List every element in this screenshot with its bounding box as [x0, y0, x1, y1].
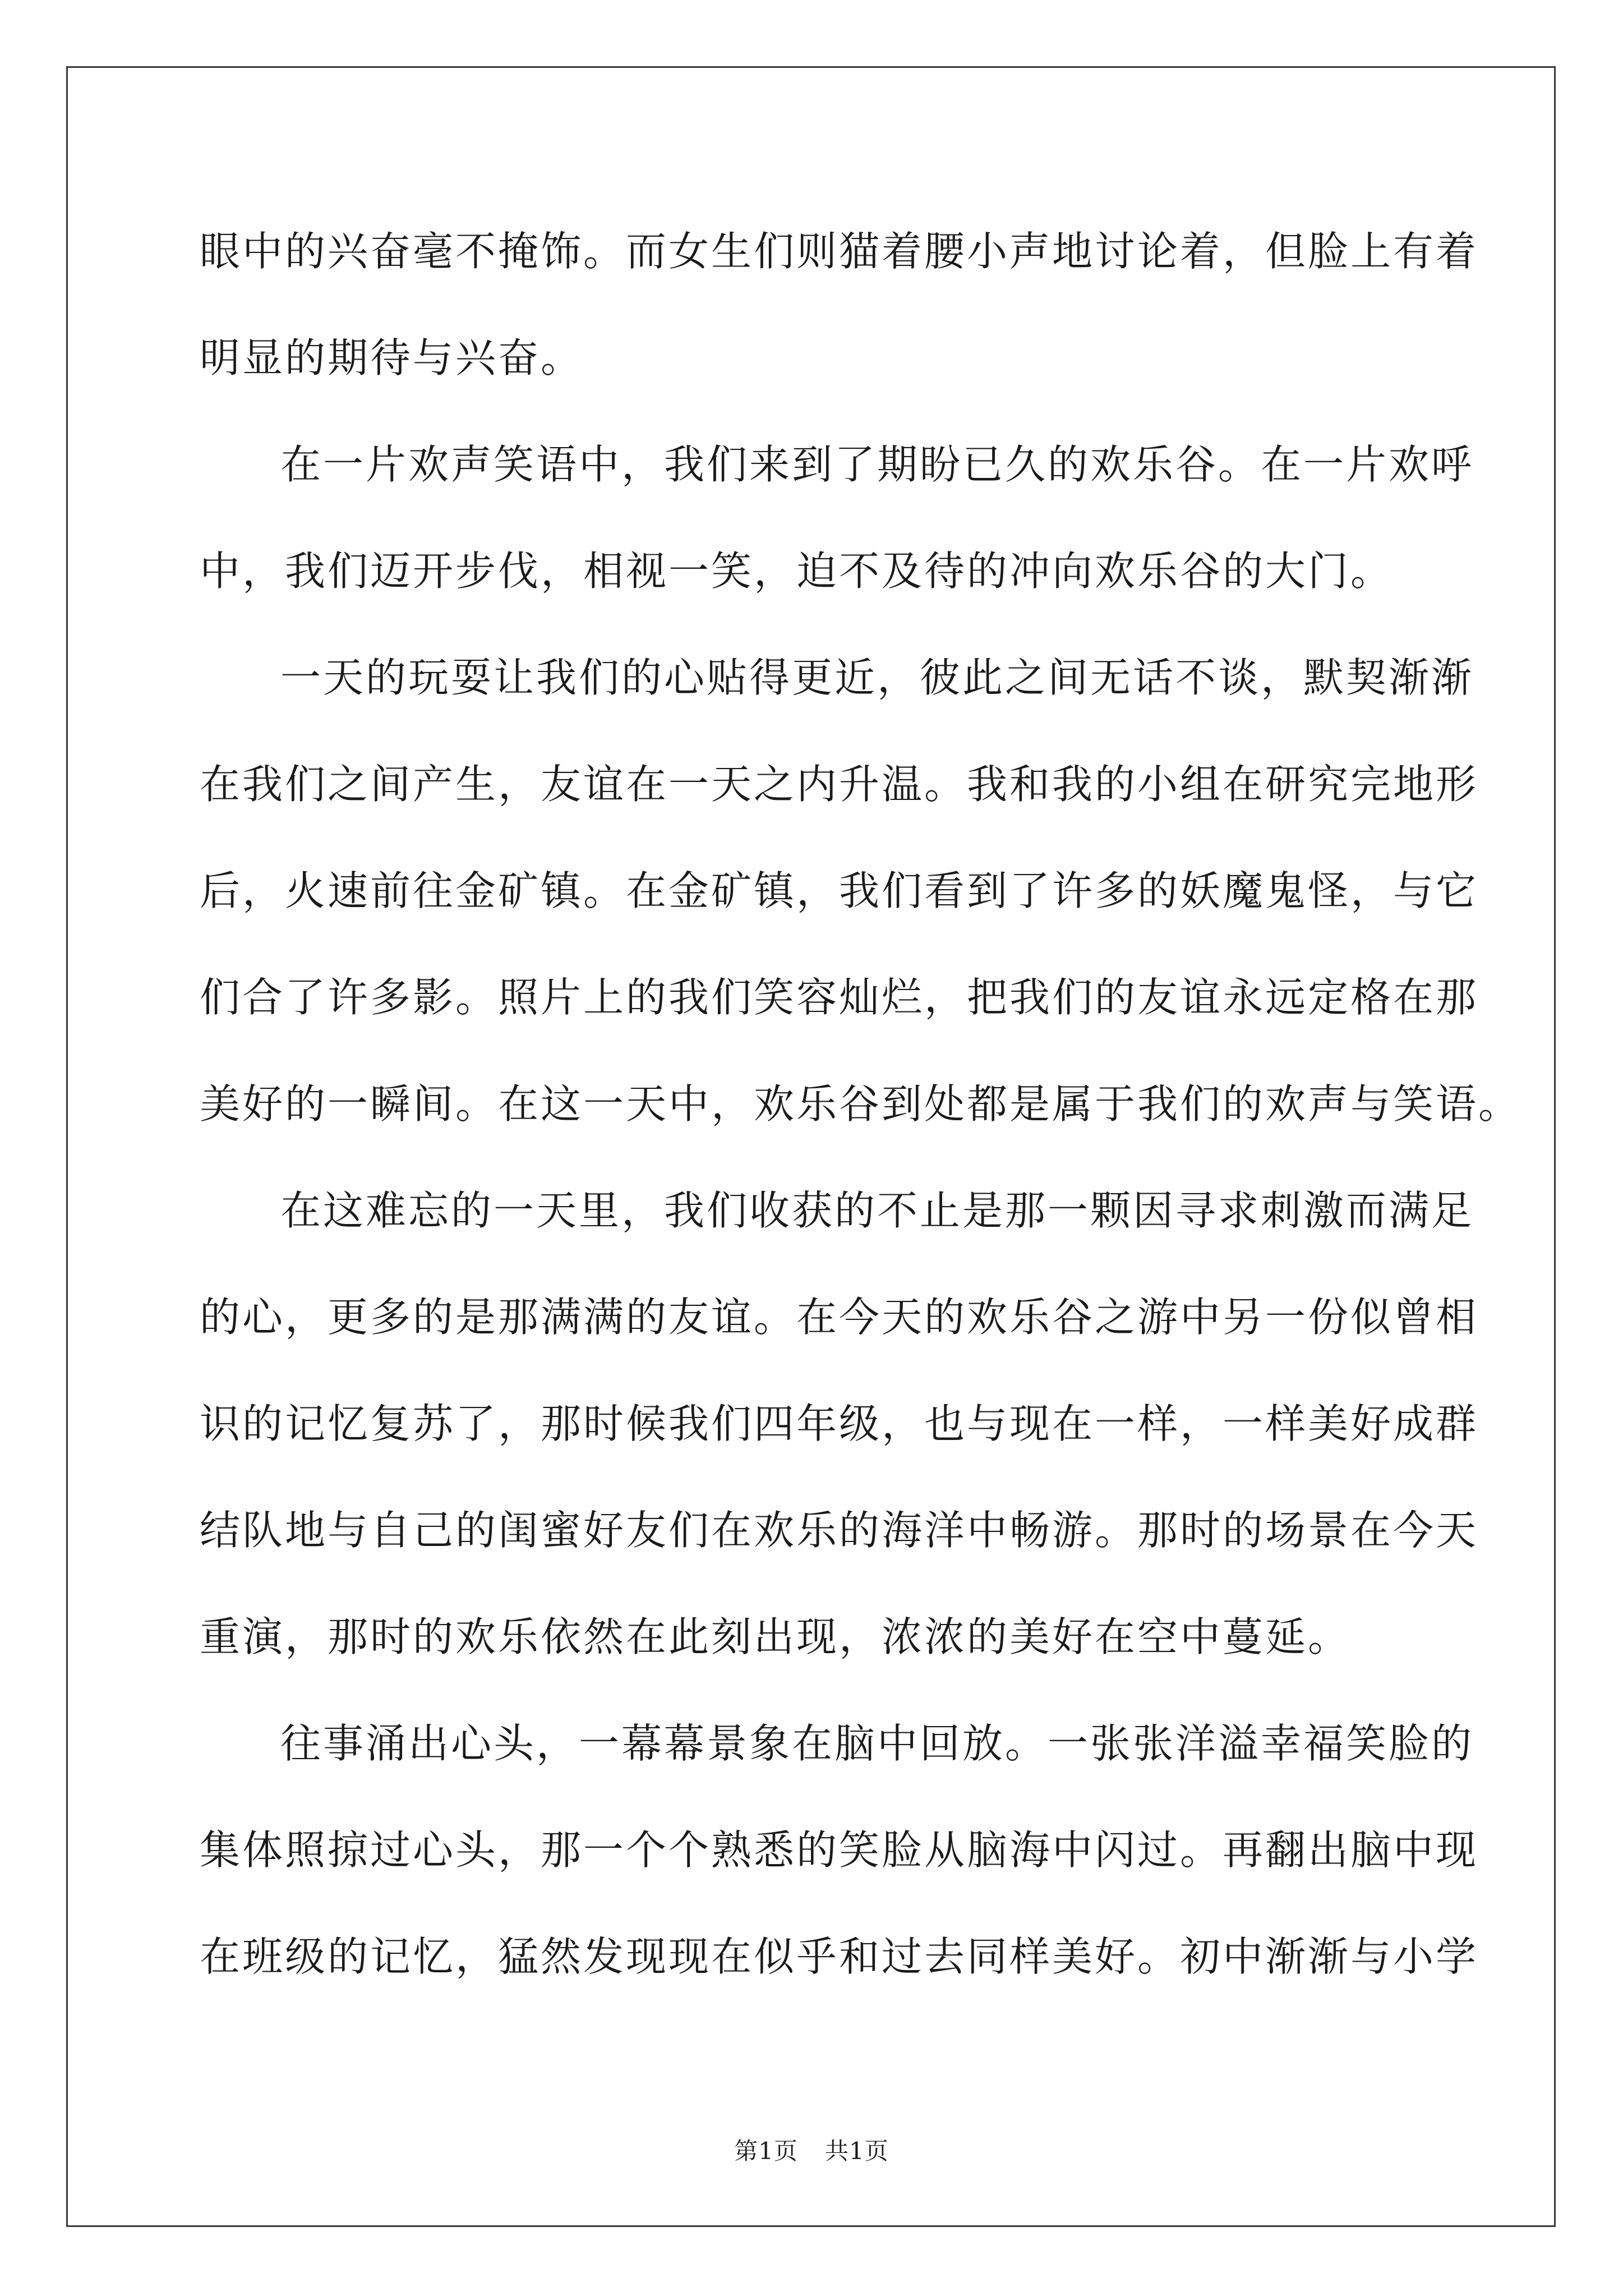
text-line: 在班级的记忆，猛然发现现在似乎和过去同样美好。初中渐渐与小学 — [200, 1933, 1479, 1980]
text-line: 后，火速前往金矿镇。在金矿镇，我们看到了许多的妖魔鬼怪，与它 — [200, 867, 1479, 914]
text-line: 往事涌出心头，一幕幕景象在脑中回放。一张张洋溢幸福笑脸的 — [280, 1720, 1474, 1767]
text-line: 在这难忘的一天里，我们收获的不止是那一颗因寻求刺激而满足 — [280, 1187, 1474, 1234]
page-total: 共1页 — [825, 2137, 889, 2165]
text-line: 眼中的兴奋毫不掩饰。而女生们则猫着腰小声地讨论着，但脸上有着 — [200, 228, 1479, 275]
text-line: 在一片欢声笑语中，我们来到了期盼已久的欢乐谷。在一片欢呼 — [280, 441, 1474, 488]
text-line: 在我们之间产生，友谊在一天之内升温。我和我的小组在研究完地形 — [200, 761, 1479, 808]
page-number: 第1页 — [734, 2137, 798, 2165]
page-footer — [0, 2133, 1623, 2166]
text-line: 中，我们迈开步伐，相视一笑，迫不及待的冲向欢乐谷的大门。 — [200, 547, 1394, 595]
text-line: 一天的玩耍让我们的心贴得更近，彼此之间无话不谈，默契渐渐 — [280, 654, 1474, 701]
text-line: 们合了许多影。照片上的我们笑容灿烂，把我们的友谊永远定格在那 — [200, 974, 1479, 1021]
text-line: 重演，那时的欢乐依然在此刻出现，浓浓的美好在空中蔓延。 — [200, 1613, 1351, 1660]
document-body — [200, 218, 1521, 2030]
text-line: 集体照掠过心头，那一个个熟悉的笑脸从脑海中闪过。再翻出脑中现 — [200, 1826, 1479, 1874]
text-line: 明显的期待与兴奋。 — [200, 334, 584, 381]
text-line: 美好的一瞬间。在这一天中，欢乐谷到处都是属于我们的欢声与笑语。 — [200, 1080, 1521, 1128]
text-line: 识的记忆复苏了，那时候我们四年级，也与现在一样，一样美好成群 — [200, 1400, 1479, 1447]
text-line: 结队地与自己的闺蜜好友们在欢乐的海洋中畅游。那时的场景在今天 — [200, 1507, 1479, 1554]
text-line: 的心，更多的是那满满的友谊。在今天的欢乐谷之游中另一份似曾相 — [200, 1294, 1479, 1341]
